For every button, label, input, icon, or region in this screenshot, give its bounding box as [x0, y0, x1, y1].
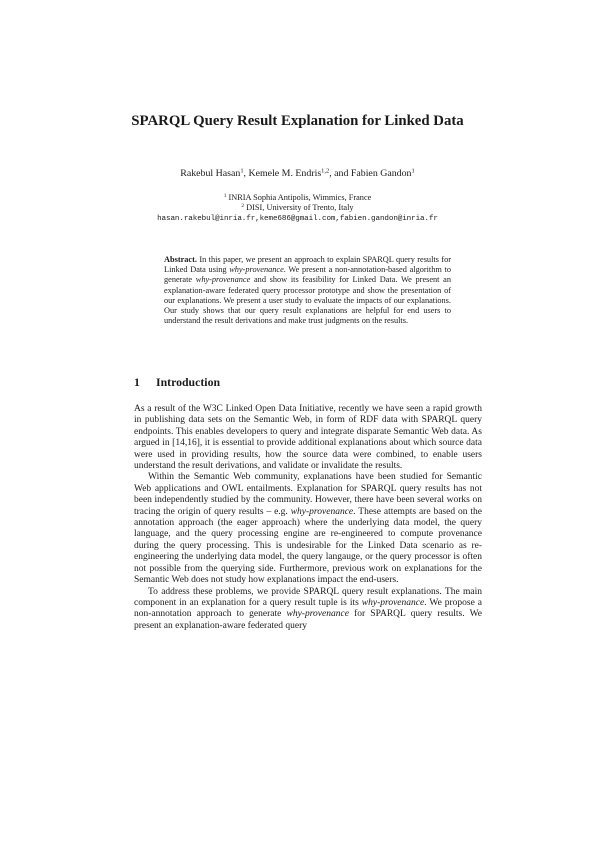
author-affiliation-mark: 1 [411, 167, 415, 175]
section-number: 1 [134, 375, 140, 389]
section-title: Introduction [156, 375, 221, 389]
author-list [100, 168, 495, 180]
affiliation-mark: 2 [241, 203, 245, 210]
paragraph-text: Within the Semantic Web community, explanations have been studied for Semantic Web applications and OWL entailments. Explanation for SPARQL query results has not been independently studied by the community. However, there have been several works on tracing the origin of query results – e.g. [134, 472, 482, 517]
author-separator: , and [329, 168, 351, 179]
author-name: Kemele M. Endris [248, 168, 322, 179]
paragraph-text: . We propose a non-annotation approach to generate [134, 597, 482, 620]
section-heading [134, 375, 220, 389]
affiliations [100, 193, 495, 224]
affiliation-text: INRIA Sophia Antipolis, Wimmics, France [228, 193, 372, 202]
paragraph-term: why-provenance [286, 609, 349, 620]
paragraph-text: . These attempts are based on the annotation approach (the eager approach) where the underlying data model, the query language, and the query processing engine are re-engineered to compute provenance during the query processing. This is undesirable for the Linked Data scenario as re-engineering the underlying data model, the query langauge, or the query processor is often not possible from the querying side. Furthermore, previous work on explanations for the Semantic Web does not study how explanations impact the end-users. [134, 506, 482, 586]
abstract-label: Abstract. [164, 255, 197, 264]
paragraph: As a result of the W3C Linked Open Data Initiative, recently we have seen a rapid growth in publishing data sets on the Semantic Web, in form of RDF data with SPARQL query endpoints. This enables developers to query and integrate disparate Semantic Web data. As argued in [14,16], it is essential to provide additional explanations about which source data were used in providing results, how the source data were combined, to enable users understand the result derivations, and validate or invalidate the results. [134, 404, 482, 472]
section-body [134, 404, 482, 632]
affiliation-mark: 1 [223, 193, 227, 200]
affiliation-line [100, 203, 495, 213]
author-name: Fabien Gandon [350, 168, 412, 179]
author-affiliation-mark: 1 [240, 167, 244, 175]
author-name: Rakebul Hasan [180, 168, 241, 179]
abstract-term: why-provenance [229, 265, 284, 275]
paragraph-text: To address these problems, we provide SPARQL query result explanations. The main component in an explanation for a query result tuple is its [134, 586, 482, 608]
abstract-term: why-provenance [195, 275, 251, 285]
author-separator: , [243, 168, 249, 179]
paragraph [134, 472, 482, 586]
abstract-text: and show its feasibility for Linked Data. We present an explanation-aware federated query processor prototype and show the presentation of our explanations. We present a user study to evaluate the impacts of our explanations. Our study shows that our query result explanations are helpful for end users to understand the result derivations and make trust judgments on the results. [164, 275, 451, 326]
abstract-text: In this paper, we present an approach to explain SPARQL query results for Linked Data using [164, 255, 451, 275]
abstract-text: . We present a non-annotation-based algorithm to generate [164, 265, 451, 285]
paragraph [134, 587, 482, 633]
affiliation-text: DISI, University of Trento, Italy [246, 203, 354, 213]
paragraph-term: why-provenance [290, 506, 354, 517]
paper-title: SPARQL Query Result Explanation for Linked Data [131, 113, 464, 129]
affiliation-line [100, 193, 495, 203]
paragraph-term: why-provenance [361, 597, 425, 608]
author-emails: hasan.rakebul@inria.fr,keme686@gmail.com,fabien.gandon@inria.fr [157, 214, 438, 223]
author-affiliation-mark: 1,2 [321, 167, 330, 175]
abstract [164, 255, 451, 326]
paragraph-text: for SPARQL query results. We present an explanation-aware federated query [134, 609, 482, 631]
